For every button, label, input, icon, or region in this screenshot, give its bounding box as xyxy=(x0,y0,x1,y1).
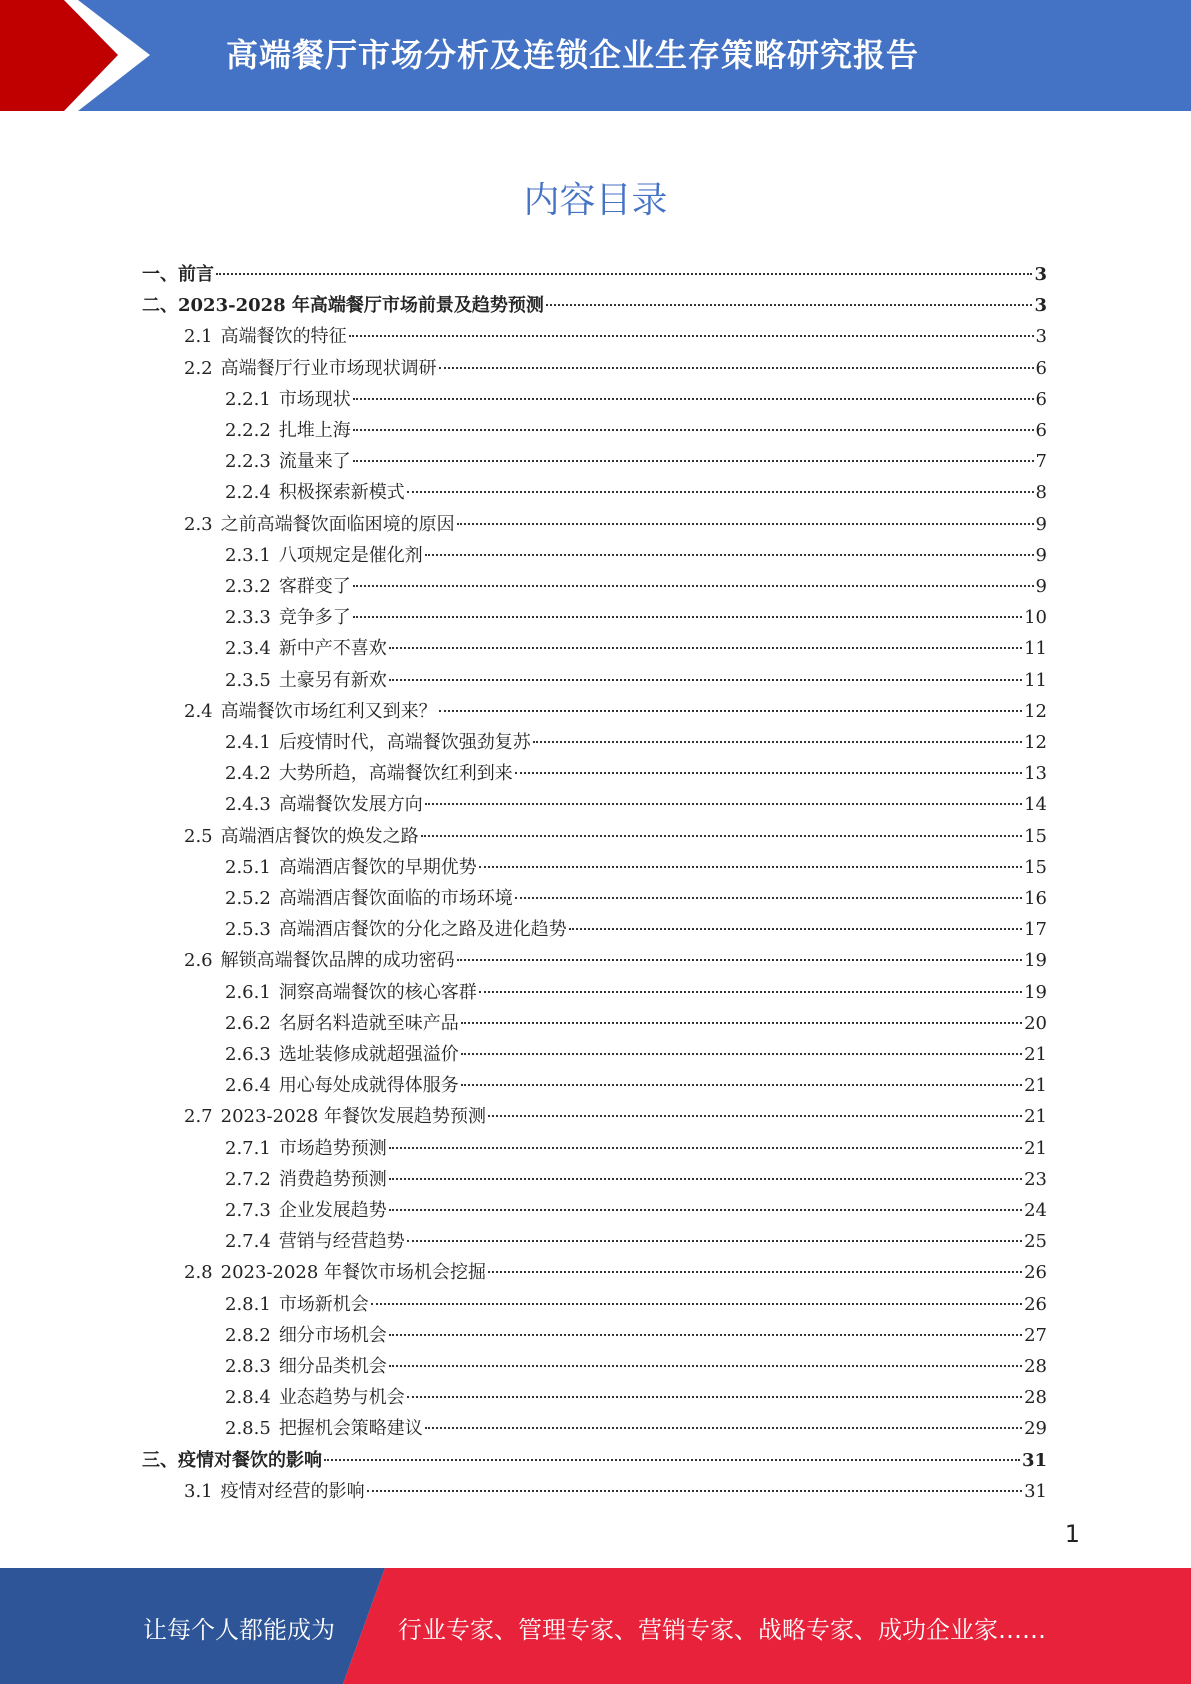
toc-leader-dots xyxy=(353,429,1034,431)
toc-entry-page: 6 xyxy=(1035,420,1047,441)
toc-entry-title: 疫情对经营的影响 xyxy=(220,1480,365,1502)
toc-entry-number: 2.5.2 xyxy=(225,888,271,909)
toc-entry[interactable] xyxy=(225,915,1047,943)
toc-entry-title: 市场新机会 xyxy=(278,1293,369,1315)
toc-entry-page: 12 xyxy=(1024,732,1047,753)
toc-leader-dots xyxy=(216,273,1032,275)
toc-entry[interactable] xyxy=(225,1352,1047,1380)
toc-entry[interactable] xyxy=(225,1290,1047,1318)
toc-entry-page: 3 xyxy=(1034,295,1047,317)
toc-entry-title: 之前高端餐饮面临困境的原因 xyxy=(220,513,455,535)
toc-entry-page: 28 xyxy=(1024,1387,1047,1409)
toc-entry-title: 高端酒店餐饮的分化之路及进化趋势 xyxy=(278,919,567,941)
toc-leader-dots xyxy=(479,866,1022,868)
toc-entry-title: 八项规定是催化剂 xyxy=(278,544,423,566)
toc-entry-page: 27 xyxy=(1024,1324,1047,1346)
toc-heading: 内容目录 xyxy=(523,180,668,221)
toc-entry-number: 2.7.3 xyxy=(225,1200,271,1221)
toc-leader-dots xyxy=(353,616,1022,618)
toc-entry-number: 2.6 xyxy=(184,950,213,972)
toc-entry-number: 2.8.5 xyxy=(225,1418,271,1440)
toc-leader-dots xyxy=(461,1022,1022,1024)
toc-entry-number: 2.7.1 xyxy=(225,1137,271,1159)
toc-leader-dots xyxy=(425,554,1034,556)
toc-entry[interactable] xyxy=(225,728,1047,756)
toc-entry-title: 前言 xyxy=(178,264,214,285)
toc-leader-dots xyxy=(569,928,1022,930)
toc-entry-page: 19 xyxy=(1024,950,1047,972)
toc-entry-number: 2.4.3 xyxy=(225,794,271,816)
toc-entry-page: 12 xyxy=(1024,700,1047,722)
toc-entry-number: 2.1 xyxy=(184,326,213,348)
toc-entry-title: 把握机会策略建议 xyxy=(278,1418,423,1440)
toc-leader-dots xyxy=(439,710,1022,712)
toc-entry-number: 2.2.2 xyxy=(225,420,271,441)
toc-leader-dots xyxy=(389,1147,1022,1149)
toc-entry-number: 2.4.2 xyxy=(225,763,271,785)
toc-entry-number: 2.7.2 xyxy=(225,1168,271,1190)
toc-entry-title: 2023-2028 年高端餐厅市场前景及趋势预测 xyxy=(178,295,544,317)
toc-entry-page: 16 xyxy=(1024,888,1047,909)
toc-entry-number: 2.5.1 xyxy=(225,856,271,878)
toc-entry[interactable] xyxy=(225,759,1047,787)
toc-entry-page: 26 xyxy=(1024,1262,1047,1284)
toc-entry-number: 2.3.2 xyxy=(225,576,271,597)
toc-entry[interactable] xyxy=(225,634,1047,662)
toc-entry[interactable] xyxy=(142,291,1047,319)
toc-entry-number: 2.5 xyxy=(184,825,213,847)
toc-entry[interactable] xyxy=(184,946,1047,974)
footer-banner xyxy=(0,1568,1191,1684)
toc-entry-page: 7 xyxy=(1035,451,1047,473)
toc-entry[interactable] xyxy=(225,541,1047,569)
toc-leader-dots xyxy=(457,523,1034,525)
toc-entry-title: 后疫情时代，高端餐饮强劲复苏 xyxy=(278,732,531,753)
toc-entry-page: 24 xyxy=(1024,1200,1047,1221)
toc-leader-dots xyxy=(371,1303,1022,1305)
toc-entry-number: 2.2 xyxy=(184,357,213,379)
toc-entry-title: 高端餐饮发展方向 xyxy=(278,794,423,816)
toc-entry-title: 扎堆上海 xyxy=(278,420,351,441)
toc-entry-title: 疫情对餐饮的影响 xyxy=(178,1449,322,1471)
toc-entry-title: 高端酒店餐饮的早期优势 xyxy=(278,856,477,878)
toc-leader-dots xyxy=(515,897,1022,899)
toc-entry-page: 11 xyxy=(1024,638,1047,660)
toc-entry[interactable] xyxy=(225,1009,1047,1037)
toc-entry[interactable] xyxy=(225,853,1047,881)
toc-entry-page: 21 xyxy=(1024,1075,1047,1097)
toc-leader-dots xyxy=(389,1365,1022,1367)
toc-entry-title: 积极探索新模式 xyxy=(278,482,405,504)
toc-entry-number: 2.5.3 xyxy=(225,919,271,941)
toc-entry-number: 2.4.1 xyxy=(225,732,271,753)
toc-leader-dots xyxy=(421,835,1022,837)
toc-entry-page: 26 xyxy=(1024,1293,1047,1315)
toc-entry-page: 25 xyxy=(1024,1231,1047,1253)
toc-entry[interactable] xyxy=(184,322,1047,350)
toc-entry[interactable] xyxy=(142,1446,1047,1474)
toc-entry-number: 2.2.1 xyxy=(225,388,271,410)
toc-entry-page: 14 xyxy=(1024,794,1047,816)
toc-entry[interactable] xyxy=(184,697,1047,725)
toc-entry-page: 21 xyxy=(1024,1044,1047,1065)
page-number: 1 xyxy=(1064,1520,1080,1548)
toc-entry-title: 细分市场机会 xyxy=(278,1324,387,1346)
toc-entry-number: 2.8.3 xyxy=(225,1356,271,1377)
toc-leader-dots xyxy=(479,991,1022,993)
toc-entry-title: 消费趋势预测 xyxy=(278,1168,387,1190)
toc-entry-title: 流量来了 xyxy=(278,451,351,473)
toc-entry-title: 细分品类机会 xyxy=(278,1356,387,1377)
toc-entry[interactable] xyxy=(225,1040,1047,1068)
toc-entry-page: 9 xyxy=(1035,544,1047,566)
toc-entry-title: 企业发展趋势 xyxy=(278,1200,387,1221)
toc-leader-dots xyxy=(389,1209,1022,1211)
toc-leader-dots xyxy=(389,679,1022,681)
toc-entry-title: 2023-2028 年餐饮发展趋势预测 xyxy=(220,1106,487,1128)
toc-entry-number: 2.6.3 xyxy=(225,1044,271,1065)
toc-leader-dots xyxy=(349,335,1034,337)
toc-entry-title: 高端酒店餐饮面临的市场环境 xyxy=(278,888,513,909)
toc-entry-title: 高端餐饮市场红利又到来？ xyxy=(220,700,437,722)
toc-entry-page: 23 xyxy=(1024,1168,1047,1190)
toc-entry[interactable] xyxy=(225,1414,1047,1442)
toc-leader-dots xyxy=(389,647,1022,649)
toc-entry-title: 客群变了 xyxy=(278,576,351,597)
toc-entry[interactable] xyxy=(225,1165,1047,1193)
toc-entry[interactable] xyxy=(225,385,1047,413)
toc-entry-title: 营销与经营趋势 xyxy=(278,1231,405,1253)
toc-leader-dots xyxy=(533,741,1022,743)
toc-entry-number: 2.3.1 xyxy=(225,544,271,566)
toc-entry-number: 2.4 xyxy=(184,700,213,722)
toc-entry-page: 13 xyxy=(1024,763,1047,785)
footer-slogan-right: 行业专家、管理专家、营销专家、战略专家、成功企业家…… xyxy=(398,1616,1046,1644)
toc-entry[interactable] xyxy=(225,1383,1047,1411)
toc-entry-title: 用心每处成就得体服务 xyxy=(278,1075,459,1097)
toc-leader-dots xyxy=(457,959,1022,961)
toc-leader-dots xyxy=(461,1053,1022,1055)
toc-entry-number: 2.7 xyxy=(184,1106,213,1128)
toc-entry-page: 29 xyxy=(1024,1418,1047,1440)
toc-entry[interactable] xyxy=(225,416,1047,444)
toc-entry-number: 2.8 xyxy=(184,1262,213,1284)
toc-leader-dots xyxy=(461,1084,1022,1086)
toc-leader-dots xyxy=(367,1490,1022,1492)
toc-entry-number: 2.3.4 xyxy=(225,638,271,660)
toc-entry[interactable] xyxy=(184,354,1047,382)
toc-leader-dots xyxy=(425,803,1022,805)
toc-entry-title: 2023-2028 年餐饮市场机会挖掘 xyxy=(220,1262,487,1284)
toc-entry-page: 17 xyxy=(1024,919,1047,941)
toc-entry[interactable] xyxy=(225,478,1047,506)
toc-entry-page: 15 xyxy=(1024,856,1047,878)
toc-entry-title: 高端餐厅行业市场现状调研 xyxy=(220,357,437,379)
toc-entry-title: 竞争多了 xyxy=(278,607,351,629)
toc-entry[interactable] xyxy=(225,1321,1047,1349)
footer-slogan-left: 让每个人都能成为 xyxy=(143,1616,335,1644)
toc-entry-page: 31 xyxy=(1021,1449,1047,1471)
toc-leader-dots xyxy=(407,491,1034,493)
report-title: 高端餐厅市场分析及连锁企业生存策略研究报告 xyxy=(226,36,920,74)
toc-leader-dots xyxy=(546,304,1033,306)
toc-entry-title: 名厨名料造就至味产品 xyxy=(278,1012,459,1034)
toc-entry[interactable] xyxy=(225,447,1047,475)
toc-entry-title: 业态趋势与机会 xyxy=(278,1387,405,1409)
toc-entry-page: 9 xyxy=(1035,513,1047,535)
toc-entry-number: 2.3 xyxy=(184,513,213,535)
toc-entry-number: 二、 xyxy=(142,295,178,317)
header-banner xyxy=(0,0,1191,111)
toc-entry-number: 一、 xyxy=(142,264,178,285)
toc-entry-page: 21 xyxy=(1024,1106,1047,1128)
toc-entry[interactable] xyxy=(225,884,1047,912)
toc-entry-title: 市场趋势预测 xyxy=(278,1137,387,1159)
toc-entry-page: 6 xyxy=(1035,357,1047,379)
toc-leader-dots xyxy=(488,1271,1022,1273)
toc-entry-page: 9 xyxy=(1035,576,1047,597)
toc-entry-title: 解锁高端餐饮品牌的成功密码 xyxy=(220,950,455,972)
toc-entry-page: 3 xyxy=(1035,326,1047,348)
toc-entry-number: 2.6.2 xyxy=(225,1012,271,1034)
toc-leader-dots xyxy=(488,1115,1022,1117)
toc-entry-page: 31 xyxy=(1024,1480,1047,1502)
toc-entry-number: 2.2.3 xyxy=(225,451,271,473)
toc-leader-dots xyxy=(389,1178,1022,1180)
toc-leader-dots xyxy=(425,1427,1022,1429)
toc-entry[interactable] xyxy=(225,572,1047,600)
toc-entry-title: 市场现状 xyxy=(278,388,351,410)
toc-entry-title: 新中产不喜欢 xyxy=(278,638,387,660)
toc-entry[interactable] xyxy=(225,1071,1047,1099)
toc-entry-page: 6 xyxy=(1035,388,1047,410)
toc-entry[interactable] xyxy=(225,603,1047,631)
toc-entry-number: 三、 xyxy=(142,1449,178,1471)
toc-entry[interactable] xyxy=(225,790,1047,818)
toc-entry-number: 2.3.5 xyxy=(225,669,271,691)
toc-entry[interactable] xyxy=(142,260,1047,288)
toc-entry-page: 8 xyxy=(1035,482,1047,504)
toc-leader-dots xyxy=(353,585,1034,587)
toc-entry-number: 2.6.1 xyxy=(225,981,271,1003)
toc-entry[interactable] xyxy=(184,510,1047,538)
toc-entry-page: 28 xyxy=(1024,1356,1047,1377)
toc-entry-title: 洞察高端餐饮的核心客群 xyxy=(278,981,477,1003)
toc-leader-dots xyxy=(407,1240,1022,1242)
toc-leader-dots xyxy=(407,1396,1022,1398)
toc-entry-title: 选址装修成就超强溢价 xyxy=(278,1044,459,1065)
toc-entry[interactable] xyxy=(225,1196,1047,1224)
toc-entry-number: 2.8.1 xyxy=(225,1293,271,1315)
toc-entry-page: 11 xyxy=(1024,669,1047,691)
toc-entry[interactable] xyxy=(225,978,1047,1006)
toc-entry-title: 大势所趋，高端餐饮红利到来 xyxy=(278,763,513,785)
toc-entry-number: 3.1 xyxy=(184,1480,213,1502)
toc-entry-title: 高端餐饮的特征 xyxy=(220,326,347,348)
toc-entry[interactable] xyxy=(225,1227,1047,1255)
toc-entry-number: 2.2.4 xyxy=(225,482,271,504)
toc-leader-dots xyxy=(389,1334,1022,1336)
toc-entry[interactable] xyxy=(184,1102,1047,1130)
toc-entry-page: 20 xyxy=(1024,1012,1047,1034)
toc-entry[interactable] xyxy=(184,1477,1047,1505)
toc-entry-page: 21 xyxy=(1024,1137,1047,1159)
toc-entry[interactable] xyxy=(225,1134,1047,1162)
toc-entry[interactable] xyxy=(184,1258,1047,1286)
toc-entry-page: 15 xyxy=(1024,825,1047,847)
toc-leader-dots xyxy=(439,367,1034,369)
toc-entry-number: 2.6.4 xyxy=(225,1075,271,1097)
toc-entry-number: 2.7.4 xyxy=(225,1231,271,1253)
toc-entry-page: 3 xyxy=(1034,264,1047,285)
toc-leader-dots xyxy=(324,1459,1020,1461)
toc-leader-dots xyxy=(515,772,1022,774)
toc-entry-number: 2.8.2 xyxy=(225,1324,271,1346)
toc-entry-number: 2.8.4 xyxy=(225,1387,271,1409)
toc-entry-title: 土豪另有新欢 xyxy=(278,669,387,691)
toc-entry[interactable] xyxy=(184,822,1047,850)
toc-leader-dots xyxy=(353,460,1034,462)
toc-entry[interactable] xyxy=(225,666,1047,694)
toc-leader-dots xyxy=(353,398,1034,400)
toc-entry-title: 高端酒店餐饮的焕发之路 xyxy=(220,825,419,847)
toc-entry-number: 2.3.3 xyxy=(225,607,271,629)
toc-entry-page: 10 xyxy=(1024,607,1047,629)
toc-entry-page: 19 xyxy=(1024,981,1047,1003)
